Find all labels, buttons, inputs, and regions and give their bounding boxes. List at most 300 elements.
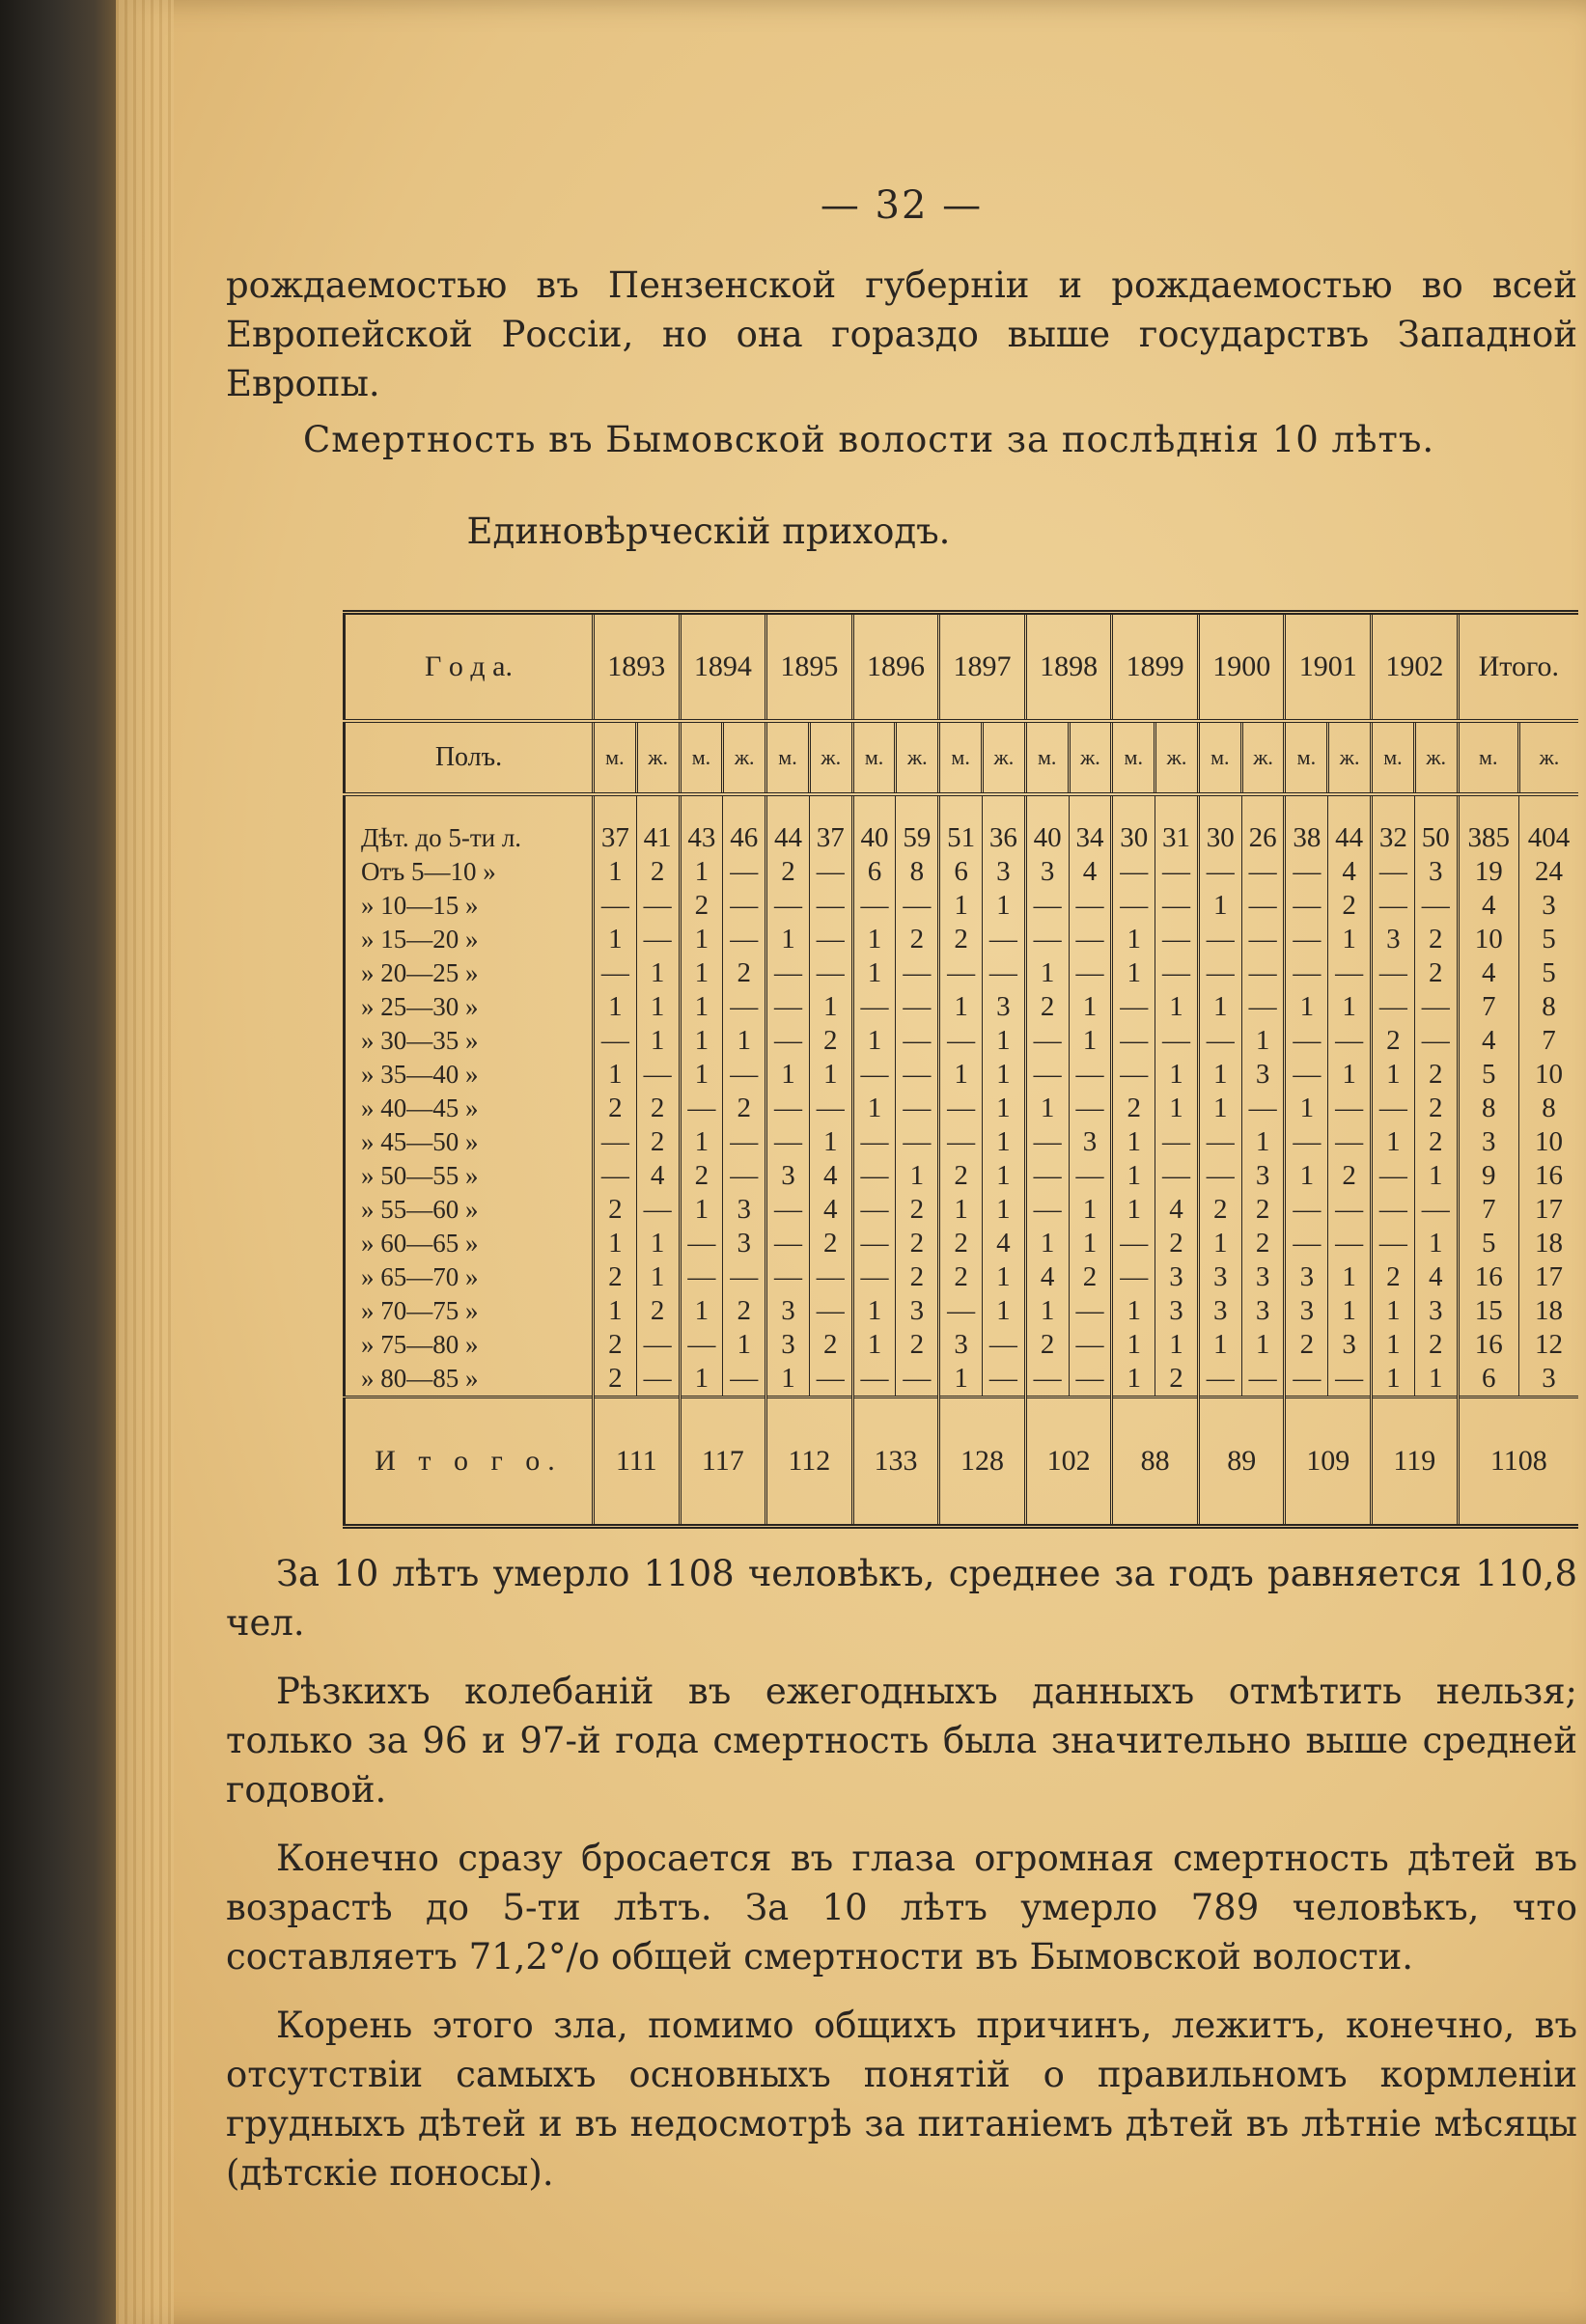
female-count: — bbox=[723, 1260, 766, 1294]
female-count: 3 bbox=[1241, 1294, 1285, 1328]
female-count: — bbox=[983, 1362, 1026, 1397]
spacer-cell bbox=[1458, 794, 1518, 821]
male-count: 385 bbox=[1458, 821, 1518, 855]
female-count: — bbox=[809, 855, 852, 889]
age-group-label: » 65—70 » bbox=[361, 1262, 479, 1291]
female-count: 18 bbox=[1518, 1294, 1578, 1328]
table-row bbox=[345, 1058, 1579, 1092]
spacer-cell bbox=[1372, 794, 1415, 821]
female-count: — bbox=[1069, 889, 1112, 923]
male-count: 1 bbox=[1198, 990, 1241, 1024]
female-count: — bbox=[1069, 1294, 1112, 1328]
female-count: — bbox=[1414, 889, 1458, 923]
female-count: 2 bbox=[636, 1125, 680, 1159]
male-count: 40 bbox=[852, 821, 896, 855]
female-count: — bbox=[1155, 923, 1199, 956]
male-header: м. bbox=[852, 721, 896, 794]
male-count: — bbox=[1372, 855, 1415, 889]
page-number: — 32 — bbox=[820, 183, 984, 228]
male-count: — bbox=[1372, 956, 1415, 990]
year-total: 119 bbox=[1372, 1397, 1459, 1527]
male-count: 1 bbox=[1285, 990, 1328, 1024]
male-count: — bbox=[680, 1227, 723, 1260]
female-count: — bbox=[636, 1193, 680, 1227]
male-count: — bbox=[1285, 1024, 1328, 1058]
male-count: — bbox=[1198, 1362, 1241, 1397]
age-group-label: » 75—80 » bbox=[361, 1330, 479, 1359]
male-count: — bbox=[852, 1159, 896, 1193]
male-count: — bbox=[1112, 1227, 1155, 1260]
male-count: 1 bbox=[680, 1294, 723, 1328]
male-count: 2 bbox=[593, 1362, 636, 1397]
female-count: 50 bbox=[1414, 821, 1458, 855]
male-count: — bbox=[1025, 1362, 1069, 1397]
paragraph-root-cause: Корень этого зла, помимо общихъ причинъ, лежитъ, конечно, въ отсутствіи самыхъ основныхъ понятій о правильномъ кормленіи грудныхъ дѣтей и въ недосмотрѣ за питаніемъ дѣтей въ лѣтніе мѣсяцы (дѣтскіе поносы). bbox=[226, 2005, 1577, 2194]
male-count: 1 bbox=[766, 1362, 810, 1397]
age-group-label: » 10—15 » bbox=[361, 891, 479, 920]
female-count: — bbox=[1155, 1159, 1199, 1193]
male-count: — bbox=[680, 1260, 723, 1294]
male-count: 1 bbox=[1198, 1227, 1241, 1260]
female-count: 1 bbox=[1328, 1294, 1372, 1328]
male-count: — bbox=[1025, 1058, 1069, 1092]
year-total: 111 bbox=[593, 1397, 680, 1527]
male-count: 3 bbox=[1285, 1260, 1328, 1294]
year-header: 1902 bbox=[1372, 613, 1459, 722]
female-count: 3 bbox=[1241, 1058, 1285, 1092]
female-count: 2 bbox=[636, 855, 680, 889]
female-count: — bbox=[983, 956, 1026, 990]
female-header: ж. bbox=[1518, 721, 1578, 794]
male-count: — bbox=[852, 990, 896, 1024]
male-count: 3 bbox=[1025, 855, 1069, 889]
female-count: 31 bbox=[1155, 821, 1199, 855]
male-count: — bbox=[593, 889, 636, 923]
female-count: 2 bbox=[1241, 1227, 1285, 1260]
male-count: 1 bbox=[1372, 1328, 1415, 1362]
male-count: 2 bbox=[939, 923, 983, 956]
male-count: 1 bbox=[852, 923, 896, 956]
male-count: 1 bbox=[593, 1227, 636, 1260]
male-count: — bbox=[1198, 1159, 1241, 1193]
male-count: 3 bbox=[939, 1328, 983, 1362]
male-count: — bbox=[593, 1159, 636, 1193]
spacer-cell bbox=[809, 794, 852, 821]
male-count: 1 bbox=[1112, 923, 1155, 956]
male-header: м. bbox=[1198, 721, 1241, 794]
male-count: 1 bbox=[939, 1058, 983, 1092]
male-count: — bbox=[1198, 923, 1241, 956]
year-total: 112 bbox=[766, 1397, 853, 1527]
female-count: 1 bbox=[809, 1058, 852, 1092]
female-count: 2 bbox=[896, 1193, 939, 1227]
female-count: 1 bbox=[1328, 923, 1372, 956]
female-count: — bbox=[809, 1362, 852, 1397]
female-count: 2 bbox=[1241, 1193, 1285, 1227]
female-count: 1 bbox=[809, 1125, 852, 1159]
male-count: — bbox=[1025, 923, 1069, 956]
spacer-cell bbox=[1414, 794, 1458, 821]
female-count: 3 bbox=[1518, 889, 1578, 923]
male-count: 2 bbox=[939, 1159, 983, 1193]
female-count: — bbox=[896, 889, 939, 923]
female-count: 8 bbox=[1518, 1092, 1578, 1125]
male-count: 2 bbox=[1285, 1328, 1328, 1362]
male-count: 1 bbox=[680, 1362, 723, 1397]
female-count: — bbox=[723, 923, 766, 956]
female-count: — bbox=[1241, 855, 1285, 889]
spacer-cell bbox=[723, 794, 766, 821]
table-row bbox=[345, 1328, 1579, 1362]
female-count: 1 bbox=[1069, 1193, 1112, 1227]
male-count: 1 bbox=[680, 1058, 723, 1092]
male-count: — bbox=[1285, 1058, 1328, 1092]
female-count: 2 bbox=[896, 1227, 939, 1260]
age-group-label: Отъ 5—10 » bbox=[361, 857, 496, 886]
female-count: — bbox=[896, 1362, 939, 1397]
male-count: 43 bbox=[680, 821, 723, 855]
female-count: — bbox=[896, 1125, 939, 1159]
female-count: — bbox=[896, 990, 939, 1024]
male-count: — bbox=[1285, 889, 1328, 923]
female-count: 4 bbox=[983, 1227, 1026, 1260]
male-count: 1 bbox=[1112, 1328, 1155, 1362]
table-row bbox=[345, 1362, 1579, 1397]
female-count: 18 bbox=[1518, 1227, 1578, 1260]
female-count: — bbox=[1328, 1024, 1372, 1058]
female-count: — bbox=[636, 889, 680, 923]
female-count: 1 bbox=[1155, 1092, 1199, 1125]
female-count: — bbox=[1069, 956, 1112, 990]
female-count: 7 bbox=[1518, 1024, 1578, 1058]
male-count: 38 bbox=[1285, 821, 1328, 855]
male-count: 1 bbox=[1025, 1294, 1069, 1328]
year-header: 1896 bbox=[852, 613, 939, 722]
year-header: 1901 bbox=[1285, 613, 1372, 722]
spacer-cell bbox=[983, 794, 1026, 821]
age-group-label: » 70—75 » bbox=[361, 1296, 479, 1325]
female-count: — bbox=[1241, 956, 1285, 990]
table-row bbox=[345, 1294, 1579, 1328]
male-count: 1 bbox=[680, 1024, 723, 1058]
male-count: — bbox=[1112, 1260, 1155, 1294]
table-row bbox=[345, 1193, 1579, 1227]
male-count: 2 bbox=[680, 889, 723, 923]
male-count: 1 bbox=[1198, 1328, 1241, 1362]
male-count: — bbox=[939, 1294, 983, 1328]
female-count: 3 bbox=[896, 1294, 939, 1328]
female-count: 34 bbox=[1069, 821, 1112, 855]
female-count: 2 bbox=[896, 1328, 939, 1362]
female-count: 1 bbox=[983, 1058, 1026, 1092]
female-count: 3 bbox=[983, 855, 1026, 889]
year-total: 89 bbox=[1198, 1397, 1285, 1527]
male-count: 2 bbox=[593, 1193, 636, 1227]
female-count: 1 bbox=[896, 1159, 939, 1193]
paragraph-total-deaths: За 10 лѣтъ умерло 1108 человѣкъ, среднее за годъ равняется 110,8 чел. bbox=[226, 1553, 1577, 1644]
male-count: 1 bbox=[1112, 1159, 1155, 1193]
female-count: — bbox=[636, 1362, 680, 1397]
female-count: 1 bbox=[1414, 1362, 1458, 1397]
male-count: 1 bbox=[1372, 1058, 1415, 1092]
male-count: 3 bbox=[1372, 923, 1415, 956]
male-count: 4 bbox=[1458, 889, 1518, 923]
male-count: 44 bbox=[766, 821, 810, 855]
spacer-cell bbox=[1155, 794, 1199, 821]
female-count: 1 bbox=[1414, 1159, 1458, 1193]
male-count: 1 bbox=[939, 889, 983, 923]
female-count: 3 bbox=[1155, 1294, 1199, 1328]
female-count: — bbox=[809, 1092, 852, 1125]
male-count: 1 bbox=[593, 923, 636, 956]
male-count: 1 bbox=[1025, 1092, 1069, 1125]
male-count: 1 bbox=[939, 1362, 983, 1397]
male-count: — bbox=[939, 1024, 983, 1058]
age-group-label: » 15—20 » bbox=[361, 925, 479, 954]
book-spine bbox=[0, 0, 135, 2324]
male-count: 6 bbox=[1458, 1362, 1518, 1397]
spacer-cell bbox=[1285, 794, 1328, 821]
male-count: — bbox=[766, 1125, 810, 1159]
female-count: 3 bbox=[723, 1193, 766, 1227]
spacer-label bbox=[345, 794, 594, 821]
female-count: — bbox=[1328, 1362, 1372, 1397]
sex-header-row bbox=[345, 721, 1579, 794]
female-count: 4 bbox=[809, 1193, 852, 1227]
female-count: 44 bbox=[1328, 821, 1372, 855]
male-count: 8 bbox=[1458, 1092, 1518, 1125]
table-row bbox=[345, 1125, 1579, 1159]
male-count: 1 bbox=[593, 1058, 636, 1092]
male-count: 3 bbox=[1458, 1125, 1518, 1159]
male-count: 1 bbox=[1198, 889, 1241, 923]
age-group-label: » 50—55 » bbox=[361, 1161, 479, 1190]
male-count: — bbox=[1198, 855, 1241, 889]
male-count: 1 bbox=[1372, 1125, 1415, 1159]
year-header: 1895 bbox=[766, 613, 853, 722]
male-count: — bbox=[593, 1024, 636, 1058]
table-row bbox=[345, 1092, 1579, 1125]
year-total: 102 bbox=[1025, 1397, 1112, 1527]
male-count: 1 bbox=[1198, 1092, 1241, 1125]
female-count: 1 bbox=[1155, 1328, 1199, 1362]
male-count: 1 bbox=[680, 1125, 723, 1159]
male-header: м. bbox=[766, 721, 810, 794]
age-group-label: » 25—30 » bbox=[361, 992, 479, 1021]
female-count: 1 bbox=[1241, 1125, 1285, 1159]
male-count: — bbox=[680, 1328, 723, 1362]
spacer-cell bbox=[896, 794, 939, 821]
female-count: — bbox=[809, 1260, 852, 1294]
female-count: 3 bbox=[723, 1227, 766, 1260]
female-count: — bbox=[1155, 889, 1199, 923]
female-count: 8 bbox=[1518, 990, 1578, 1024]
male-count: — bbox=[766, 889, 810, 923]
female-count: — bbox=[636, 923, 680, 956]
female-count: 4 bbox=[1155, 1193, 1199, 1227]
male-count: 1 bbox=[680, 1193, 723, 1227]
female-count: 1 bbox=[636, 1024, 680, 1058]
male-count: — bbox=[852, 889, 896, 923]
male-count: 10 bbox=[1458, 923, 1518, 956]
male-header: м. bbox=[1112, 721, 1155, 794]
male-count: — bbox=[1372, 990, 1415, 1024]
female-count: — bbox=[809, 923, 852, 956]
male-count: 1 bbox=[766, 1058, 810, 1092]
spacer-cell bbox=[593, 794, 636, 821]
female-count: — bbox=[809, 1294, 852, 1328]
male-count: — bbox=[1198, 1125, 1241, 1159]
age-group-label: » 60—65 » bbox=[361, 1229, 479, 1258]
male-count: 1 bbox=[680, 956, 723, 990]
female-count: — bbox=[809, 956, 852, 990]
male-count: 1 bbox=[766, 923, 810, 956]
spacer-cell bbox=[1025, 794, 1069, 821]
female-count: 1 bbox=[1241, 1024, 1285, 1058]
female-count: 1 bbox=[983, 1260, 1026, 1294]
female-count: — bbox=[983, 1328, 1026, 1362]
female-count: — bbox=[723, 1159, 766, 1193]
female-count: 1 bbox=[983, 889, 1026, 923]
female-count: 2 bbox=[809, 1328, 852, 1362]
male-count: 1 bbox=[1285, 1159, 1328, 1193]
male-count: 4 bbox=[1458, 956, 1518, 990]
female-count: 3 bbox=[983, 990, 1026, 1024]
female-count: 3 bbox=[1414, 855, 1458, 889]
female-count: 17 bbox=[1518, 1260, 1578, 1294]
female-count: 41 bbox=[636, 821, 680, 855]
male-count: — bbox=[766, 1193, 810, 1227]
spacer-cell bbox=[636, 794, 680, 821]
female-count: 26 bbox=[1241, 821, 1285, 855]
male-count: — bbox=[1285, 855, 1328, 889]
male-count: 32 bbox=[1372, 821, 1415, 855]
male-header: м. bbox=[939, 721, 983, 794]
male-count: — bbox=[766, 1024, 810, 1058]
female-count: — bbox=[1241, 990, 1285, 1024]
female-count: — bbox=[1328, 1092, 1372, 1125]
female-count: 4 bbox=[1328, 855, 1372, 889]
female-count: 2 bbox=[723, 1092, 766, 1125]
female-count: — bbox=[1155, 855, 1199, 889]
age-group-label: » 45—50 » bbox=[361, 1127, 479, 1156]
male-count: — bbox=[766, 1092, 810, 1125]
female-count: 1 bbox=[809, 990, 852, 1024]
male-count: 1 bbox=[1025, 956, 1069, 990]
male-count: — bbox=[852, 1227, 896, 1260]
female-header: ж. bbox=[1069, 721, 1112, 794]
female-count: 5 bbox=[1518, 923, 1578, 956]
female-count: 404 bbox=[1518, 821, 1578, 855]
female-count: — bbox=[1414, 1193, 1458, 1227]
female-count: 2 bbox=[809, 1024, 852, 1058]
female-count: — bbox=[896, 1092, 939, 1125]
male-count: 6 bbox=[939, 855, 983, 889]
male-count: — bbox=[1285, 956, 1328, 990]
male-count: 1 bbox=[1112, 1294, 1155, 1328]
spacer-cell bbox=[680, 794, 723, 821]
male-count: — bbox=[852, 1193, 896, 1227]
male-count: — bbox=[593, 1125, 636, 1159]
male-count: 1 bbox=[1025, 1227, 1069, 1260]
female-count: 2 bbox=[896, 1260, 939, 1294]
female-count: — bbox=[809, 889, 852, 923]
male-count: — bbox=[1372, 1193, 1415, 1227]
continuation-paragraph: рождаемостью въ Пензенской губерніи и рождаемостью во всей Европейской Россіи, но она гораздо выше государствъ Западной Европы. bbox=[226, 264, 1577, 404]
year-total: 128 bbox=[939, 1397, 1026, 1527]
female-count: — bbox=[1241, 923, 1285, 956]
male-count: — bbox=[852, 1125, 896, 1159]
male-header: м. bbox=[1025, 721, 1069, 794]
year-total: 133 bbox=[852, 1397, 939, 1527]
spacer-cell bbox=[1069, 794, 1112, 821]
female-count: 4 bbox=[1069, 855, 1112, 889]
female-count: 1 bbox=[723, 1328, 766, 1362]
male-count: 2 bbox=[593, 1260, 636, 1294]
table-row bbox=[345, 855, 1579, 889]
female-count: 2 bbox=[636, 1294, 680, 1328]
parish-heading: Единовѣрческій приходъ. bbox=[466, 511, 951, 552]
male-count: — bbox=[1025, 889, 1069, 923]
table-row bbox=[345, 990, 1579, 1024]
female-header: ж. bbox=[1241, 721, 1285, 794]
male-count: 1 bbox=[852, 956, 896, 990]
female-count: 2 bbox=[1414, 1058, 1458, 1092]
female-count: — bbox=[896, 1058, 939, 1092]
totals-row bbox=[345, 1397, 1579, 1527]
table-row bbox=[345, 1227, 1579, 1260]
male-count: 1 bbox=[1112, 1125, 1155, 1159]
female-count: 4 bbox=[636, 1159, 680, 1193]
female-count: — bbox=[1328, 1193, 1372, 1227]
female-count: 1 bbox=[983, 1294, 1026, 1328]
male-count: 1 bbox=[680, 855, 723, 889]
male-count: — bbox=[1285, 923, 1328, 956]
male-count: 1 bbox=[852, 1024, 896, 1058]
male-count: — bbox=[1372, 1092, 1415, 1125]
paragraph-fluctuations: Рѣзкихъ колебаній въ ежегодныхъ данныхъ отмѣтить нельзя; только за 96 и 97-й года смертность была значительно выше средней годовой. bbox=[226, 1671, 1577, 1811]
male-count: — bbox=[852, 1058, 896, 1092]
female-count: 1 bbox=[1328, 990, 1372, 1024]
female-count: — bbox=[896, 1024, 939, 1058]
female-count: 1 bbox=[983, 1024, 1026, 1058]
male-count: 5 bbox=[1458, 1058, 1518, 1092]
male-count: 2 bbox=[939, 1227, 983, 1260]
male-count: — bbox=[1372, 1159, 1415, 1193]
female-count: 3 bbox=[1069, 1125, 1112, 1159]
female-count: — bbox=[1414, 1024, 1458, 1058]
male-count: 7 bbox=[1458, 990, 1518, 1024]
male-header: м. bbox=[1458, 721, 1518, 794]
spacer-cell bbox=[1198, 794, 1241, 821]
mortality-table bbox=[343, 610, 1578, 1529]
female-count: 1 bbox=[723, 1024, 766, 1058]
female-count: 17 bbox=[1518, 1193, 1578, 1227]
age-group-label: » 35—40 » bbox=[361, 1060, 479, 1089]
male-count: 19 bbox=[1458, 855, 1518, 889]
year-header: 1898 bbox=[1025, 613, 1112, 722]
male-count: — bbox=[1285, 1125, 1328, 1159]
female-count: 12 bbox=[1518, 1328, 1578, 1362]
male-count: 30 bbox=[1198, 821, 1241, 855]
female-count: 24 bbox=[1518, 855, 1578, 889]
male-count: 1 bbox=[1112, 1362, 1155, 1397]
totals-label: И т о г о. bbox=[345, 1397, 594, 1527]
female-count: 46 bbox=[723, 821, 766, 855]
male-count: — bbox=[939, 1125, 983, 1159]
male-count: 3 bbox=[766, 1159, 810, 1193]
page-edges bbox=[116, 0, 174, 2324]
